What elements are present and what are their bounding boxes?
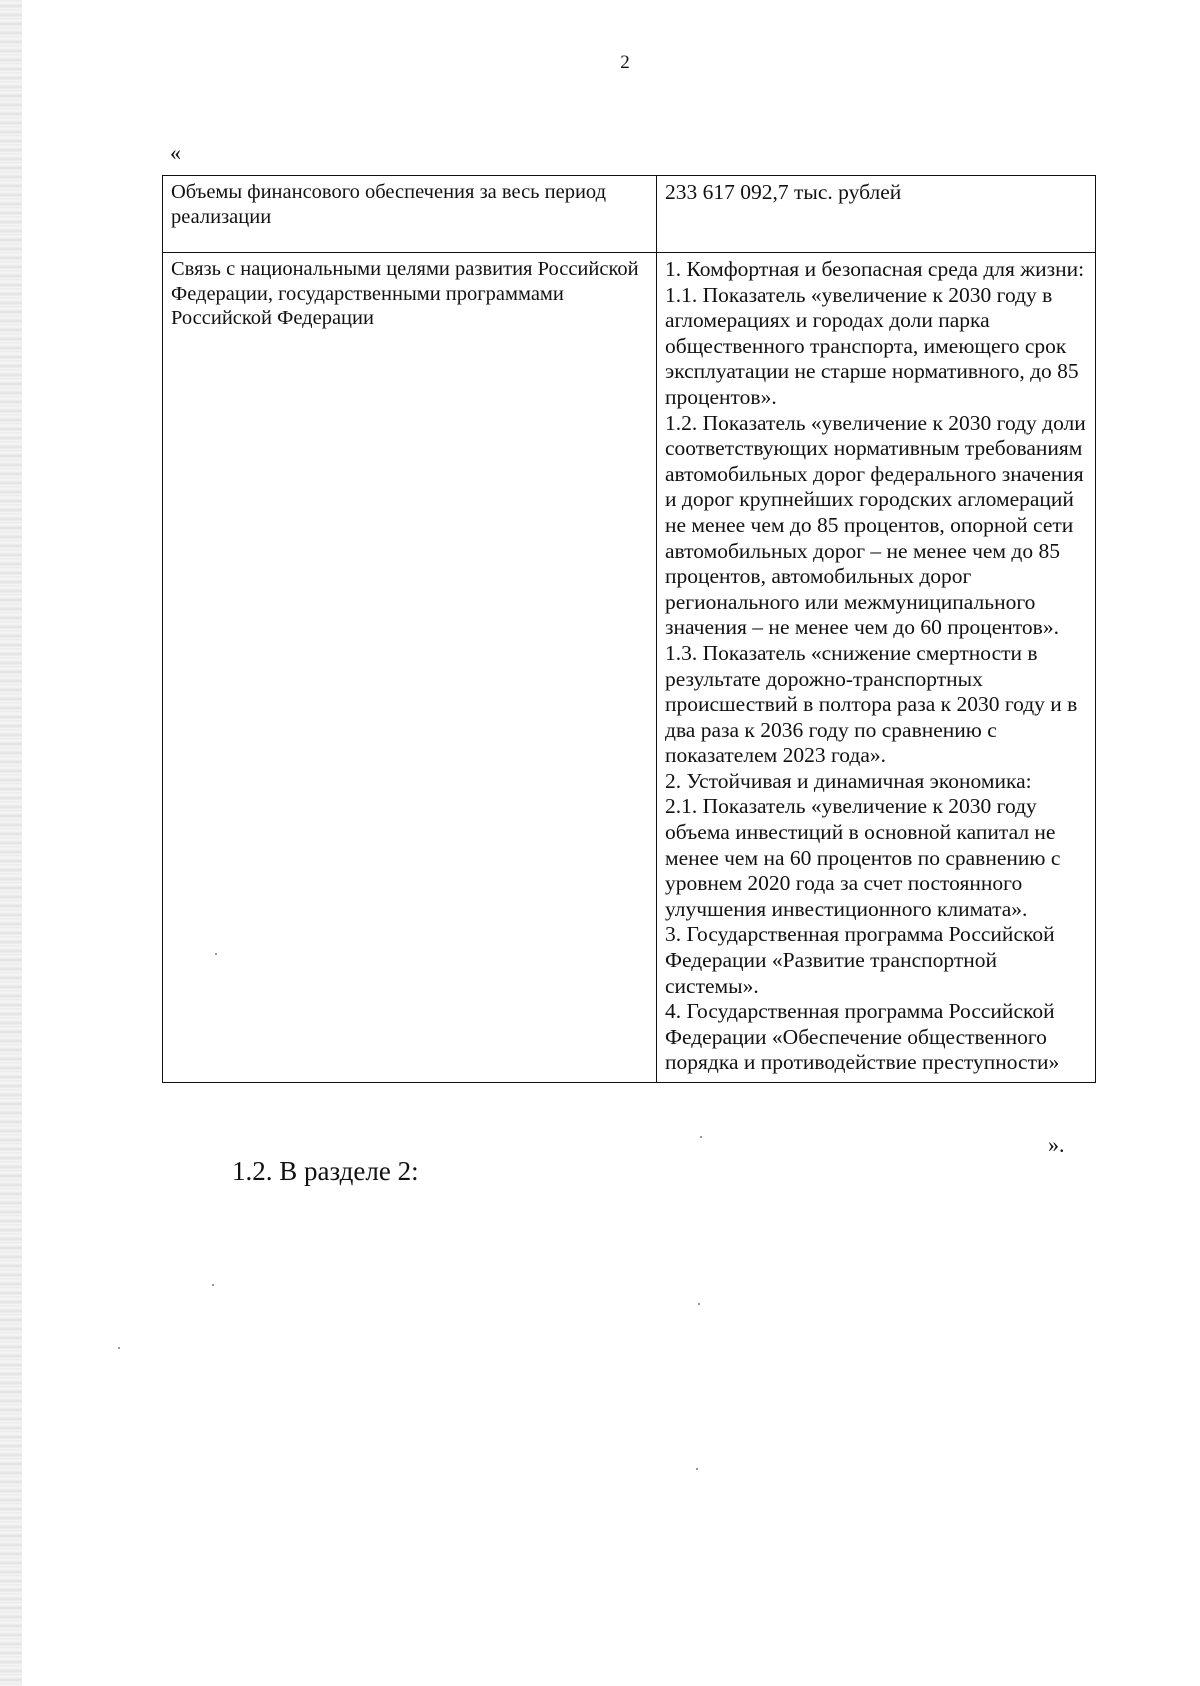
- row-label: Связь с национальными целями развития Российской Федерации, государственными программами Российской Федерации: [163, 253, 657, 1083]
- scan-speck: [215, 953, 217, 955]
- value-paragraph: 4. Государственная программа Российской Федерации «Обеспечение общественного порядка и противодействие преступности»: [665, 999, 1060, 1075]
- table-row-finance: [163, 176, 1096, 253]
- value-paragraph: 1. Комфортная и безопасная среда для жизни:: [665, 257, 1085, 281]
- opening-quote-mark: «: [170, 140, 181, 165]
- page-number: 2: [620, 52, 630, 73]
- value-paragraph: 1.3. Показатель «снижение смертности в результате дорожно-транспортных происшествий в полтора раза к 2030 году и в два раза к 2036 году по сравнению с показателем 2023 года».: [665, 640, 1078, 768]
- row-label: Объемы финансового обеспечения за весь период реализации: [163, 176, 657, 253]
- row-value: [657, 176, 1096, 253]
- table-row-national-goals: [163, 253, 1096, 1083]
- value-paragraph: 1.2. Показатель «увеличение к 2030 году доли соответствующих нормативным требованиям автомобильных дорог федерального значения и дорог крупнейших городских агломераций не менее чем до 85 процентов, опорной сети автомобильных дорог – не менее чем до 85 процентов, автомобильных дорог регионального или межмуниципального значения – не менее чем до 60 процентов».: [665, 410, 1086, 640]
- closing-quote-mark: ».: [1048, 1132, 1065, 1157]
- row-value: [657, 253, 1096, 1083]
- value-paragraph: 3. Государственная программа Российской Федерации «Развитие транспортной системы».: [665, 922, 1055, 998]
- value-paragraph: 2. Устойчивая и динамичная экономика:: [665, 768, 1032, 793]
- scan-speck: [696, 1468, 698, 1470]
- value-paragraph: 1.1. Показатель «увеличение к 2030 году в агломерациях и городах доли парка общественного транспорта, имеющего срок эксплуатации не старше нормативного, до 85 процентов».: [665, 282, 1079, 409]
- value-paragraph: 2.1. Показатель «увеличение к 2030 году объема инвестиций в основной капитал не менее чем на 60 процентов по сравнению с уровнем 2020 года за счет постоянного улучшения инвестиционного климата».: [665, 794, 1061, 921]
- scan-edge: [0, 0, 22, 1686]
- section-heading: 1.2. В разделе 2:: [232, 1156, 419, 1186]
- scan-speck: [700, 1136, 702, 1138]
- scan-speck: [118, 1347, 120, 1349]
- scan-speck: [212, 1284, 214, 1286]
- value-paragraph: 233 617 092,7 тыс. рублей: [665, 180, 902, 204]
- scan-speck: [698, 1303, 700, 1305]
- passport-table: [162, 175, 1096, 1083]
